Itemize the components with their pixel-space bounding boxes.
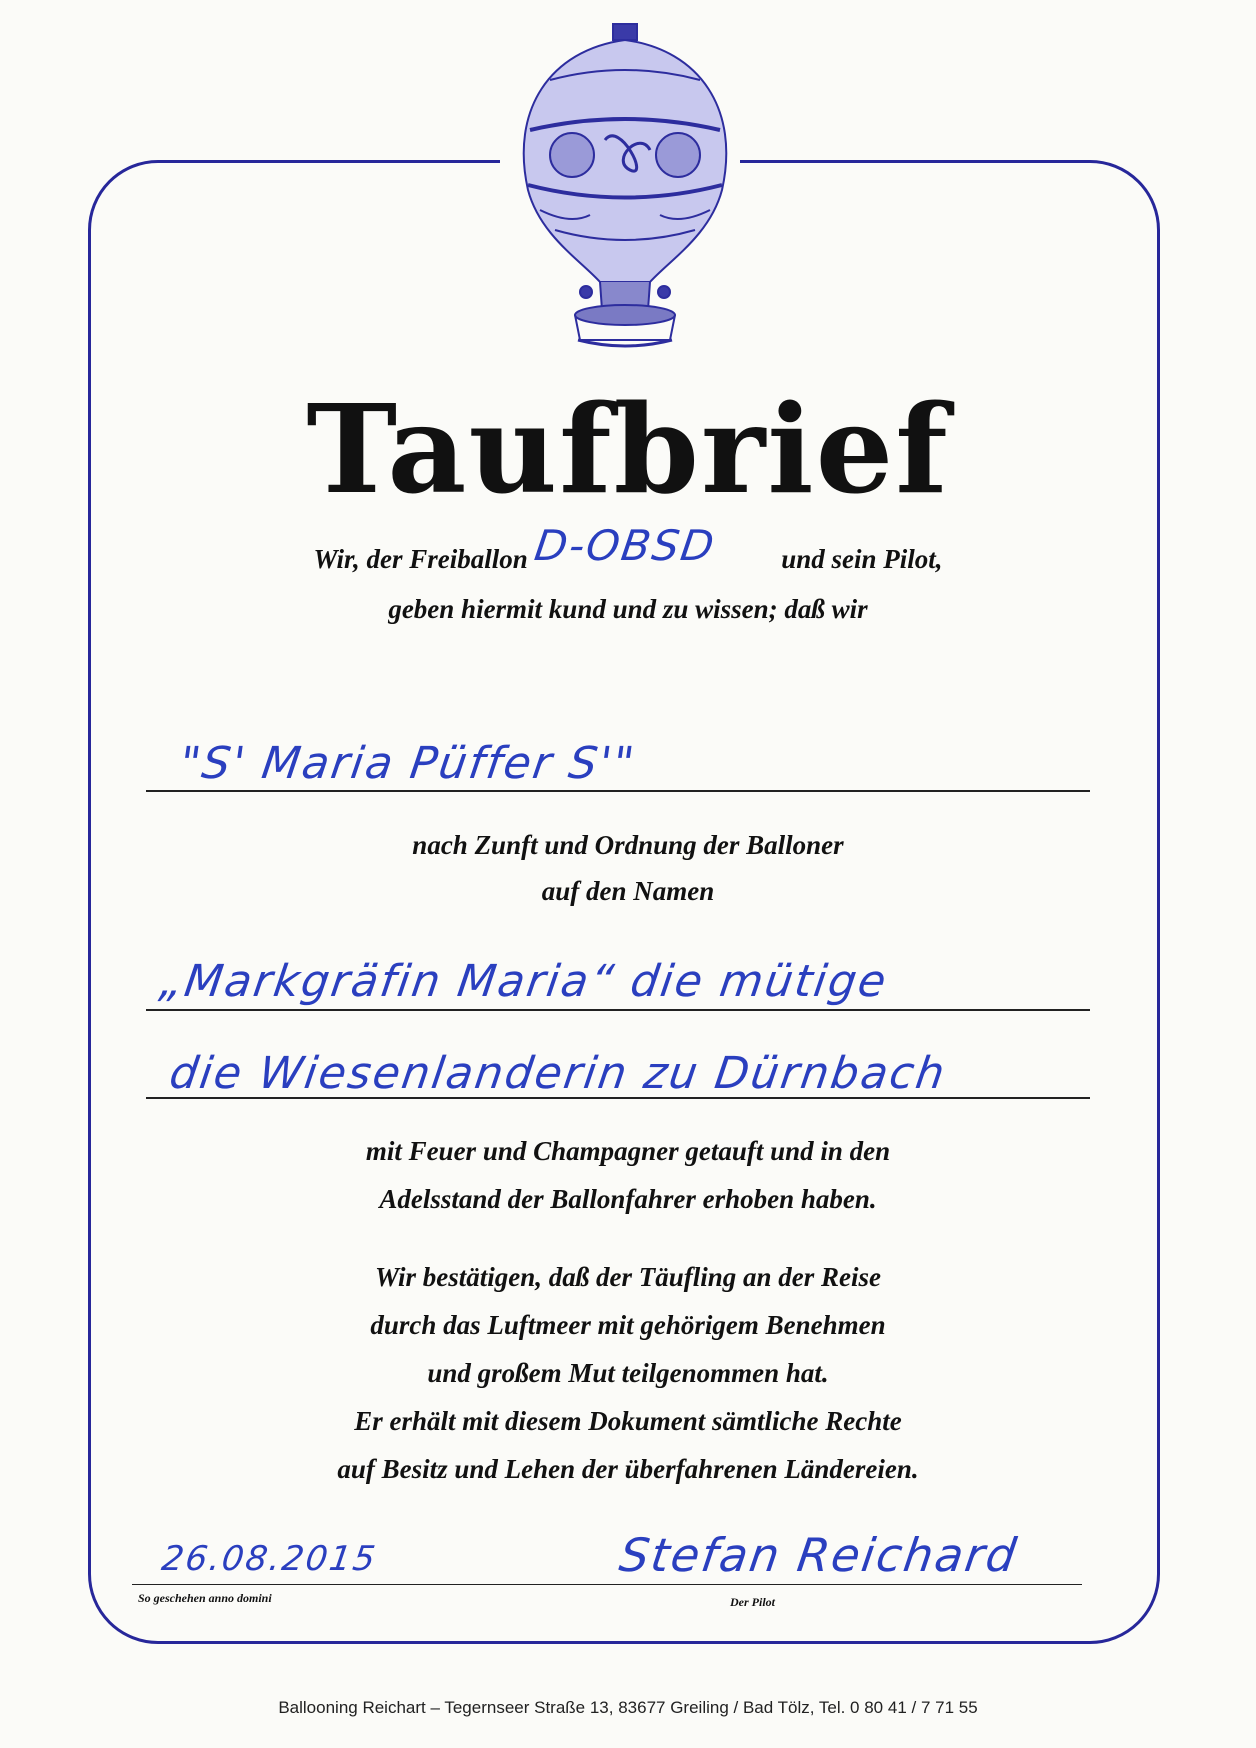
paragraph2-line-1: Wir bestätigen, daß der Täufling an der Reise bbox=[374, 1262, 881, 1292]
name-rule-2 bbox=[146, 1009, 1090, 1011]
pilot-signature: Stefan Reichard bbox=[616, 1528, 1022, 1582]
intro-suffix: und sein Pilot, bbox=[781, 544, 943, 574]
new-name-line-1: „Markgräfin Maria“ die mütige bbox=[156, 956, 891, 1007]
name-rule-3 bbox=[146, 1097, 1090, 1099]
paragraph2-line-4: Er erhält mit diesem Dokument sämtliche Rechte bbox=[354, 1406, 902, 1436]
signature-rule bbox=[132, 1584, 1082, 1585]
intro-line-2: geben hiermit kund und zu wissen; daß wir bbox=[388, 594, 868, 624]
paragraph1-line-1: mit Feuer und Champagner getauft und in den bbox=[365, 1136, 891, 1166]
balloon-id-handwritten: D-OBSD bbox=[531, 521, 719, 570]
date-caption: So geschehen anno domini bbox=[138, 1591, 272, 1605]
new-name-line-2: die Wiesenlanderin zu Dürnbach bbox=[166, 1048, 950, 1099]
balloon-illustration bbox=[510, 20, 740, 360]
middle-line-2: auf den Namen bbox=[541, 876, 715, 906]
middle-line-1: nach Zunft und Ordnung der Balloner bbox=[412, 830, 844, 860]
paragraph2-line-3: und großem Mut teilgenommen hat. bbox=[427, 1358, 829, 1388]
footer-address: Ballooning Reichart – Tegernseer Straße 13, 83677 Greiling / Bad Tölz, Tel. 0 80 41 / 7 71 55 bbox=[278, 1698, 978, 1717]
date-handwritten: 26.08.2015 bbox=[159, 1539, 380, 1579]
document-title: Taufbrief bbox=[306, 377, 950, 521]
intro-prefix: Wir, der Freiballon bbox=[313, 544, 528, 574]
name-rule-1 bbox=[146, 790, 1090, 792]
paragraph2-line-2: durch das Luftmeer mit gehörigem Benehmen bbox=[370, 1310, 886, 1340]
paragraph2-line-5: auf Besitz und Lehen der überfahrenen Ländereien. bbox=[337, 1454, 919, 1484]
baptized-person-handwritten: "S' Maria Püffer S'" bbox=[176, 738, 639, 789]
paragraph1-line-2: Adelsstand der Ballonfahrer erhoben haben. bbox=[379, 1184, 877, 1214]
pilot-caption: Der Pilot bbox=[730, 1595, 775, 1609]
